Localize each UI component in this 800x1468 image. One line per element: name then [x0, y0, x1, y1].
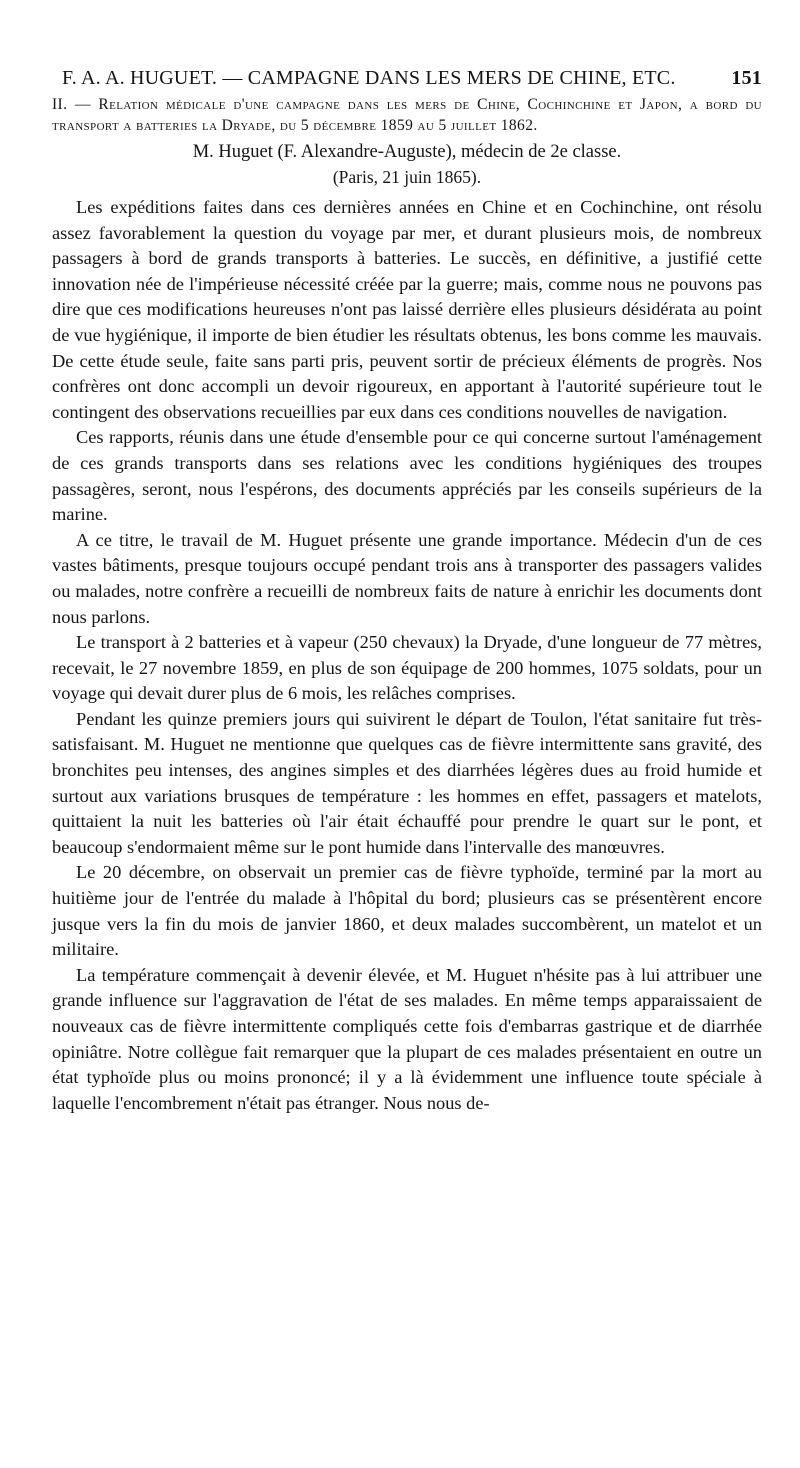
section-title: — Relation médicale d'une campagne dans les mers de Chine, Cochinchine et Japon, a bord du transport a batteries la Dryade, du 5 décembre 1859 au 5 juillet 1862. [52, 96, 763, 134]
section-number: II. [52, 96, 68, 113]
author-line: M. Huguet (F. Alexandre-Auguste), médecin de 2e classe. [192, 142, 622, 162]
paragraph-5: Pendant les quinze premiers jours qui suivirent le départ de Toulon, l'état sanitaire fut très-satisfaisant. M. Huguet ne mentionne que quelques cas de fièvre intermittente sans gravité, des bronchites peu intenses, des angines simples et des diarrhées légères dues au froid humide et surtout aux variations brusques de température : les hommes en effet, passagers et matelots, quittaient la nuit les batteries où l'air était échauffé pour prendre le quart sur le pont, et beaucoup s'endormaient même sur le pont humide dans l'intervalle des manœuvres. [52, 708, 762, 857]
paragraph-1: Les expéditions faites dans ces dernières années en Chine et en Cochinchine, ont résolu assez favorablement la question du voyage par mer, et durant plusieurs mois, de nombreux passagers à bord de grands transports à batteries. Le succès, en définitive, a justifié cette innovation née de l'impérieuse nécessité créée par la guerre; mais, comme nous ne pouvons pas dire que ces modifications heureuses n'ont pas laissé derrière elles plusieurs désidérata au point de vue hygiénique, il importe de bien étudier les résultats obtenus, les bons comme les mauvais. De cette étude seule, faite sans parti pris, peuvent sortir de précieux éléments de progrès. Nos confrères ont donc accompli un devoir rigoureux, en apportant à l'autorité supérieure tout le contingent des observations recueillies par eux dans ces conditions nouvelles de navigation. [52, 197, 762, 422]
paragraph-2: Ces rapports, réunis dans une étude d'ensemble pour ce qui concerne surtout l'aménagement de ces grands transports dans ses relations avec les conditions hygiéniques des troupes passagères, seront, nous l'espérons, des documents appréciés par les conseils supérieurs de la marine. [52, 427, 762, 525]
section-heading [52, 94, 762, 136]
place-date: (Paris, 21 juin 1865). [332, 167, 482, 187]
paragraph-6: Le 20 décembre, on observait un premier cas de fièvre typhoïde, terminé par la mort au huitième jour de l'entrée du malade à l'hôpital du bord; plusieurs cas se présentèrent encore jusque vers la fin du mois de janvier 1860, et deux malades succombèrent, un matelot et un militaire. [52, 862, 762, 960]
paragraph-4: Le transport à 2 batteries et à vapeur (250 chevaux) la Dryade, d'une longueur de 77 mètres, recevait, le 27 novembre 1859, en plus de son équipage de 200 hommes, 1075 soldats, pour un voyage qui devait durer plus de 6 mois, les relâches comprises. [52, 632, 762, 704]
page-number: 151 [731, 67, 762, 89]
document-page [52, 66, 762, 1116]
paragraph-7: La température commençait à devenir élevée, et M. Huguet n'hésite pas à lui attribuer une grande influence sur l'aggravation de l'état de ses malades. En même temps apparaissaient de nouveaux cas de fièvre intermittente compliqués cette fois d'embarras gastrique et de diarrhée opiniâtre. Notre collègue fait remarquer que la plupart de ces malades présentaient en outre un état typhoïde plus ou moins prononcé; il y a là évidemment une influence toute spéciale à laquelle l'encombrement n'était pas étranger. Nous nous de- [52, 964, 762, 1113]
running-head [62, 66, 762, 90]
running-head-title: F. A. A. HUGUET. — CAMPAGNE DANS LES MERS DE CHINE, ETC. [62, 67, 676, 89]
paragraph-3: A ce titre, le travail de M. Huguet présente une grande importance. Médecin d'un de ces vastes bâtiments, presque toujours occupé pendant trois ans à transporter des passagers valides ou malades, notre confrère a recueilli de nombreux faits de nature à enrichir les documents dont nous parlons. [52, 529, 762, 627]
